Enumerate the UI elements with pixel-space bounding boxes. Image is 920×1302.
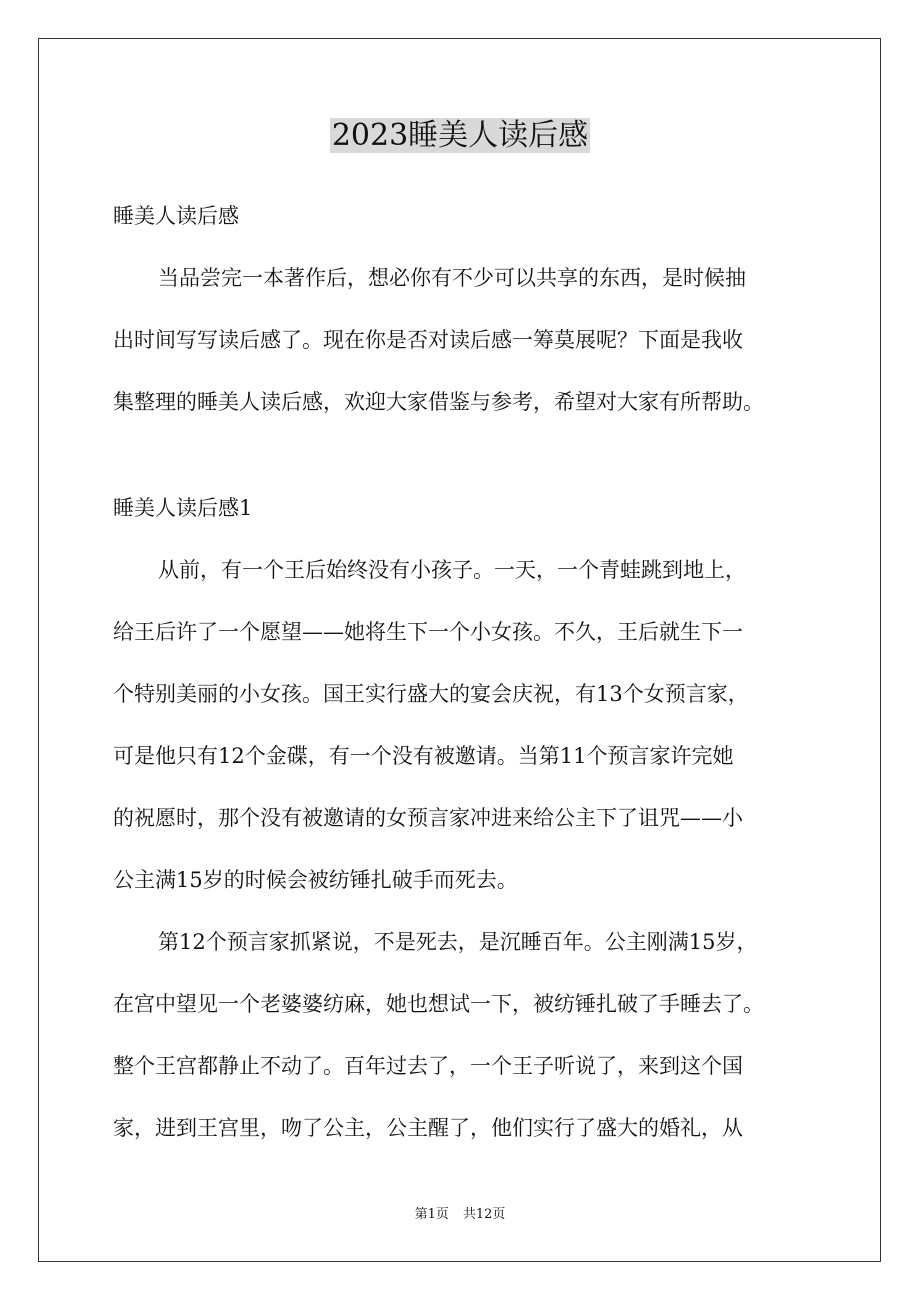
document-body (113, 193, 813, 1151)
chapter-heading: 睡美人读后感1 (113, 496, 253, 520)
paragraph1-line: 给王后许了一个愿望——她将生下一个小女孩。不久，王后就生下一 (113, 620, 743, 644)
intro-line: 出时间写写读后感了。现在你是否对读后感一筹莫展呢？下面是我收 (113, 328, 743, 352)
paragraph1-line: 个特别美丽的小女孩。国王实行盛大的宴会庆祝，有13个女预言家， (113, 682, 749, 706)
page-footer (0, 1206, 920, 1224)
paragraph1-line: 公主满15岁的时候会被纺锤扎破手而死去。 (113, 868, 518, 892)
intro-line: 当品尝完一本著作后，想必你有不少可以共享的东西，是时候抽 (158, 266, 746, 290)
document-title-text: 2023睡美人读后感 (331, 118, 589, 153)
document-title (0, 114, 920, 158)
paragraph2-line: 整个王宫都静止不动了。百年过去了，一个王子听说了，来到这个国 (113, 1054, 743, 1078)
paragraph2-line: 第12个预言家抓紧说，不是死去，是沉睡百年。公主刚满15岁， (158, 930, 758, 954)
paragraph1-line: 从前，有一个王后始终没有小孩子。一天，一个青蛙跳到地上， (158, 558, 746, 582)
paragraph2-line: 家，进到王宫里，吻了公主，公主醒了，他们实行了盛大的婚礼，从 (113, 1116, 743, 1140)
paragraph2-line: 在宫中望见一个老婆婆纺麻，她也想试一下，被纺锤扎破了手睡去了。 (113, 992, 764, 1016)
section-heading: 睡美人读后感 (113, 204, 239, 228)
page-current: 第1页 (414, 1207, 449, 1222)
paragraph1-line: 的祝愿时，那个没有被邀请的女预言家冲进来给公主下了诅咒——小 (113, 806, 743, 830)
intro-line: 集整理的睡美人读后感，欢迎大家借鉴与参考，希望对大家有所帮助。 (113, 390, 764, 414)
paragraph1-line: 可是他只有12个金碟，有一个没有被邀请。当第11个预言家许完她 (113, 744, 734, 768)
page-total: 共12页 (462, 1207, 506, 1222)
